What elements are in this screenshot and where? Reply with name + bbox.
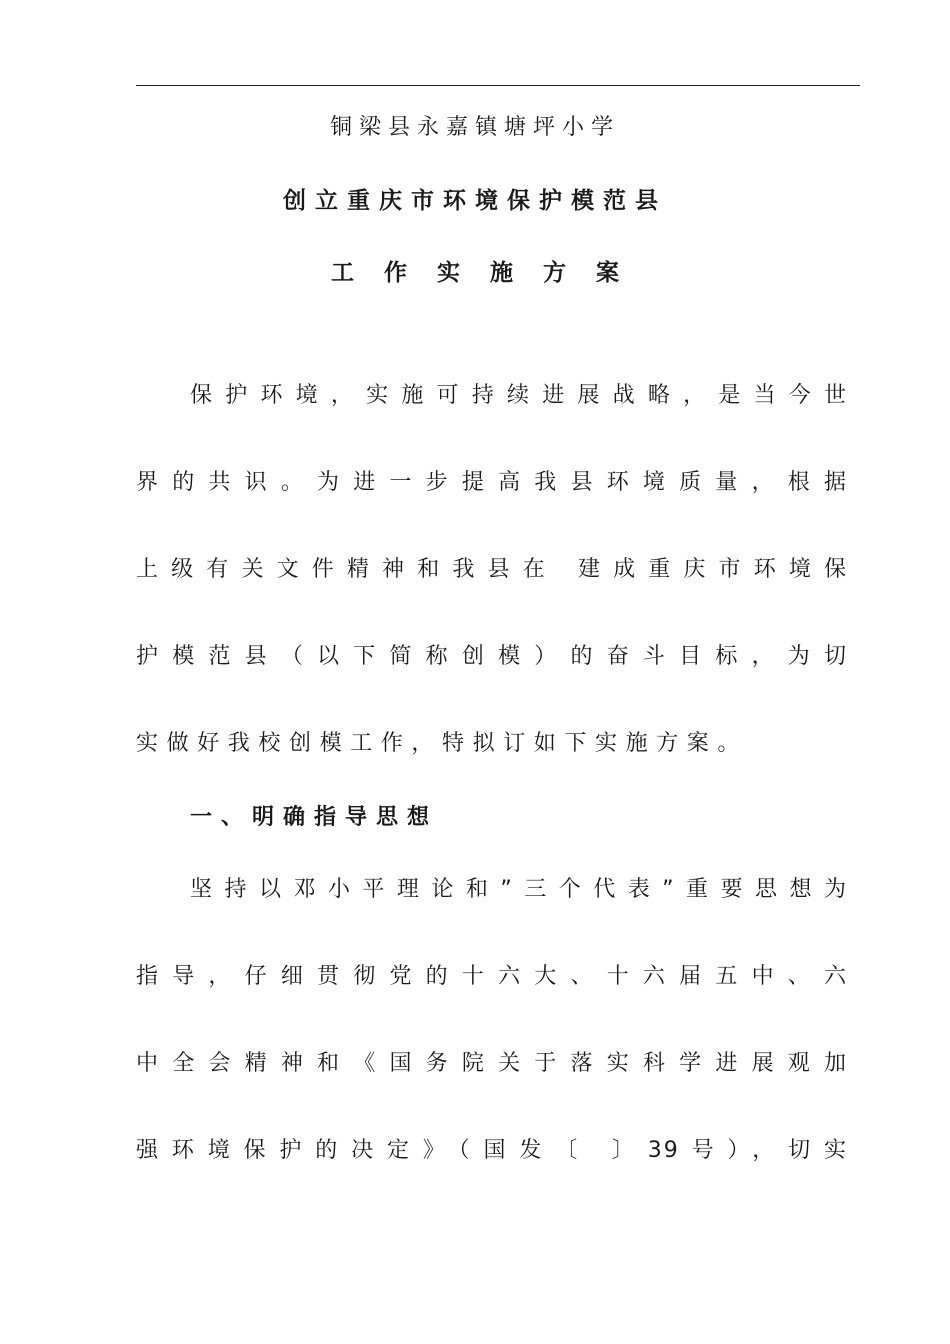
paragraph-line: 护模范县（以下简称创模）的奋斗目标，为切 bbox=[136, 644, 848, 669]
document-title-line1: 创立重庆市环境保护模范县 bbox=[283, 188, 667, 214]
paragraph-line: 中全会精神和《国务院关于落实科学进展观加 bbox=[136, 1051, 848, 1076]
header-rule bbox=[136, 85, 860, 86]
school-name: 铜梁县永嘉镇塘坪小学 bbox=[329, 115, 620, 140]
document-title-line2: 工作实施方案 bbox=[331, 260, 649, 286]
section-heading: 一、明确指导思想 bbox=[190, 805, 439, 830]
paragraph-line: 上级有关文件精神和我县在 建成重庆市环境保 bbox=[136, 557, 848, 582]
paragraph-line: 强环境保护的决定》（国发〔 〕39号），切实 bbox=[136, 1138, 848, 1163]
paragraph-line: 实做好我校创模工作，特拟订如下实施方案。 bbox=[136, 731, 749, 756]
paragraph-line: 保护环境，实施可持续进展战略，是当今世 bbox=[190, 383, 848, 408]
paragraph-line: 指导，仔细贯彻党的十六大、十六届五中、六 bbox=[136, 964, 848, 989]
paragraph-line: 坚持以邓小平理论和”三个代表”重要思想为 bbox=[190, 877, 848, 902]
paragraph-line: 界的共识。为进一步提高我县环境质量，根据 bbox=[136, 470, 848, 495]
